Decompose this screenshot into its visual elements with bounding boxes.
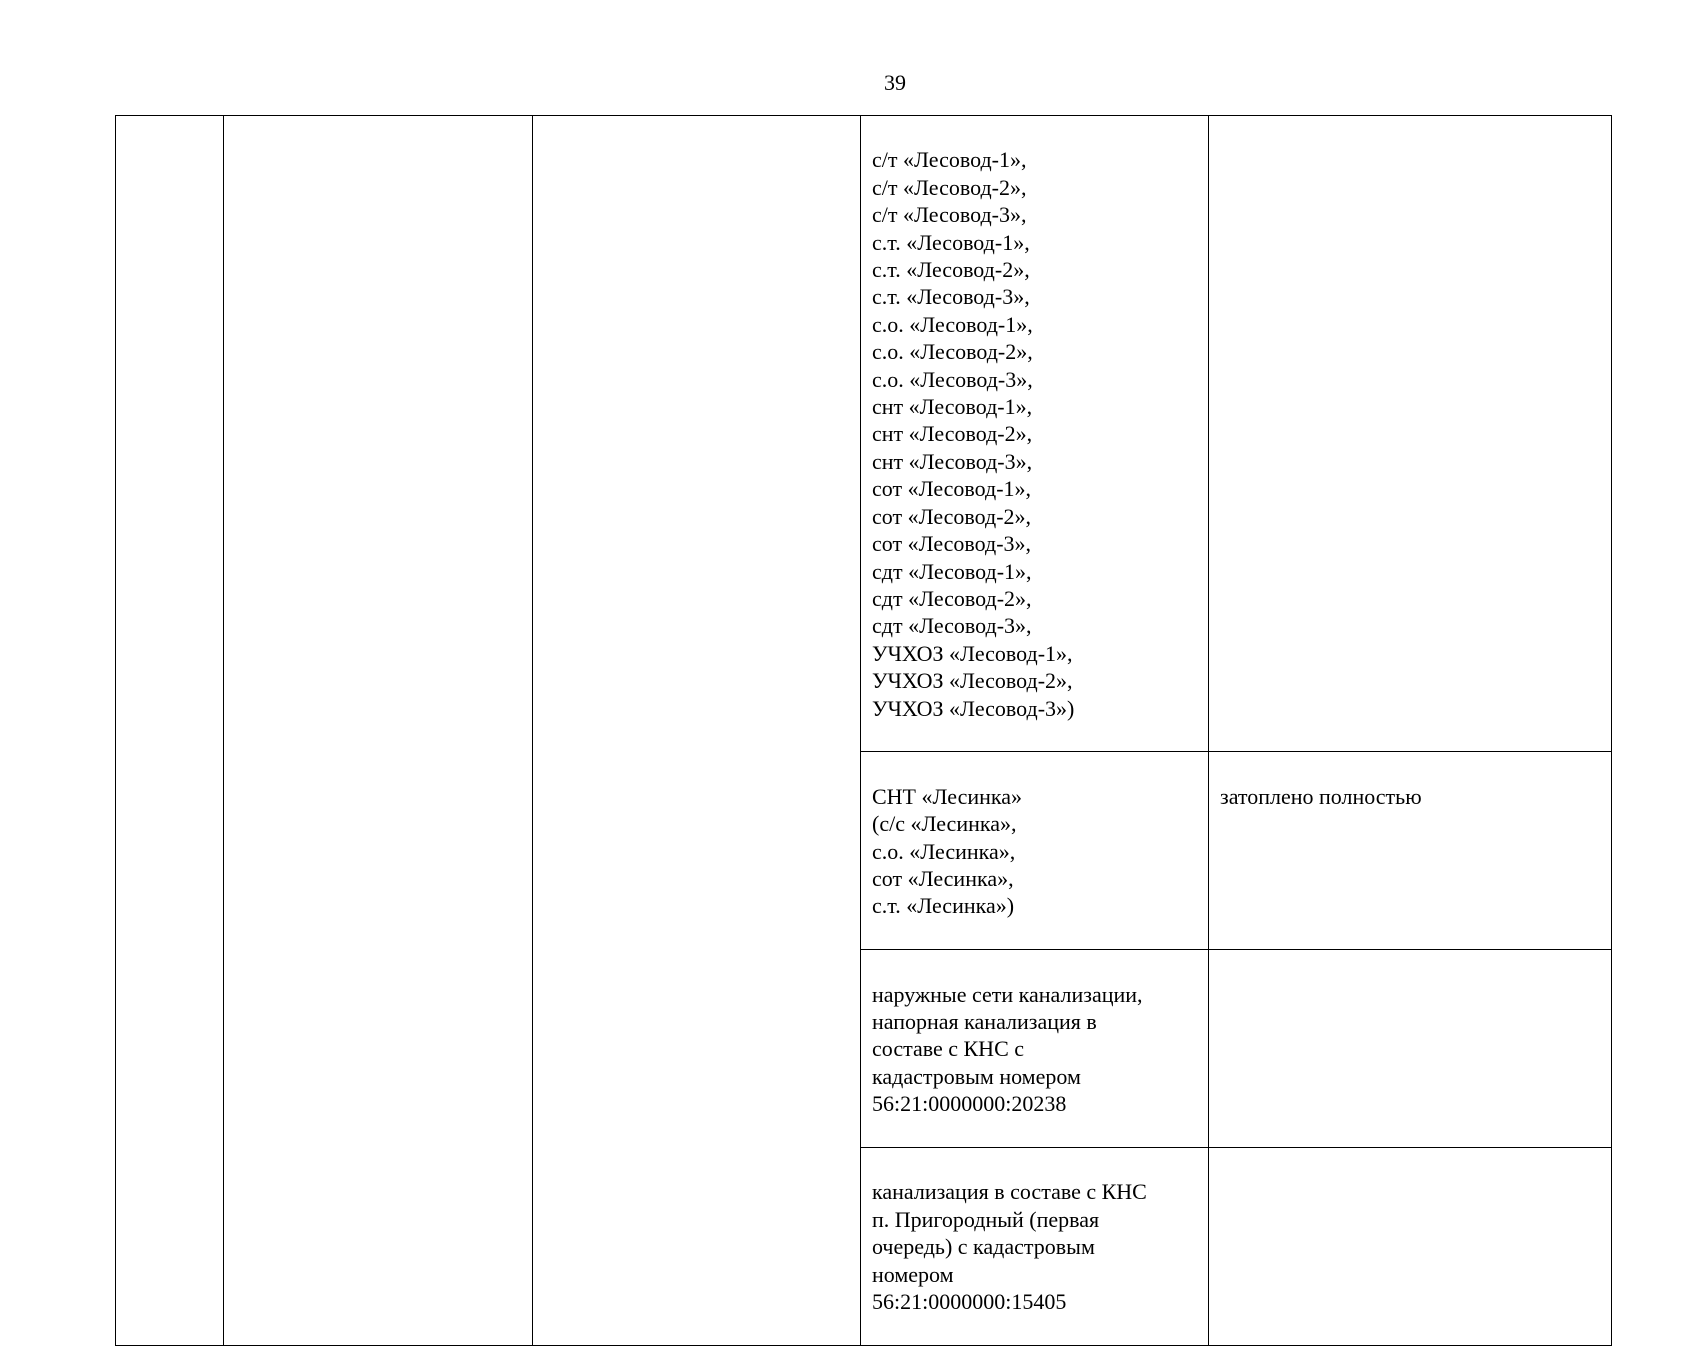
- table-cell-status: [1209, 752, 1612, 950]
- table-cell-object: [861, 116, 1209, 752]
- table-cell-status: [1209, 116, 1612, 752]
- document-table: [115, 115, 1612, 1346]
- table-cell-col-3: [533, 116, 861, 1346]
- table-cell-object: [861, 1148, 1209, 1346]
- object-text: канализация в составе с КНС п. Пригородный (первая очередь) с кадастровым номером 56:21:0000000:15405: [872, 1179, 1147, 1315]
- table-cell-object: [861, 752, 1209, 950]
- status-text: затоплено полностью: [1220, 783, 1422, 809]
- table-cell-status: [1209, 950, 1612, 1148]
- table-cell-col-1: [116, 116, 224, 1346]
- object-text: СНТ «Лесинка» (с/с «Лесинка», с.о. «Лесинка», сот «Лесинка», с.т. «Лесинка»): [872, 783, 1023, 919]
- object-text: наружные сети канализации, напорная канализация в составе с КНС с кадастровым номером 56:21:0000000:20238: [872, 981, 1143, 1117]
- page-number: 39: [884, 70, 906, 95]
- table-cell-status: [1209, 1148, 1612, 1346]
- table-cell-object: [861, 950, 1209, 1148]
- table-cell-col-2: [224, 116, 533, 1346]
- object-text: с/т «Лесовод-1», с/т «Лесовод-2», с/т «Лесовод-3», с.т. «Лесовод-1», с.т. «Лесовод-2», с.т. «Лесовод-3», с.о. «Лесовод-1», с.о. «Лесовод-2», с.о. «Лесовод-3», снт «Лесовод-1», снт «Лесовод-2», снт «Лесовод-3», сот «Лесовод-1», сот «Лесовод-2», сот «Лесовод-3», сдт «Лесовод-1», сдт «Лесовод-2», сдт «Лесовод-3», УЧХОЗ «Лесовод-1», УЧХОЗ «Лесовод-2», УЧХОЗ «Лесовод-3»): [872, 147, 1075, 721]
- table-row: [116, 116, 1612, 752]
